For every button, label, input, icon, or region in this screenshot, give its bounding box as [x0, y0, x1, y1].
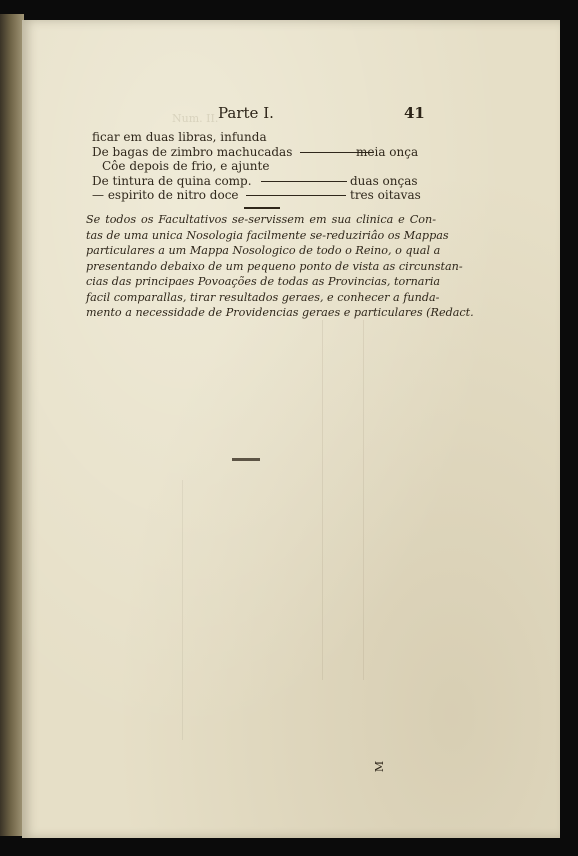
recipe-line: [92, 174, 432, 189]
recipe-line-text: ficar em duas libras, infunda: [92, 130, 267, 144]
note-line: presentando debaixo de um pequeno ponto de vista as circunstan-: [86, 259, 463, 273]
leader-dash: [261, 181, 347, 182]
recipe-block: [92, 130, 432, 203]
recipe-amount: tres oitavas: [350, 188, 421, 202]
editorial-note: [86, 212, 474, 321]
bleed-through-table-2: [182, 480, 223, 740]
recipe-amount: duas onças: [350, 173, 418, 188]
note-line: tas de uma unica Nosologia facilmente se-reduziriâo os Mappas: [86, 228, 449, 242]
recipe-amount: meia onça: [356, 144, 419, 159]
recipe-line-text: Côe depois de frio, e ajunte: [102, 159, 270, 173]
bleed-through-text: Num. II.: [172, 112, 219, 125]
signature-mark: M: [373, 760, 387, 773]
note-line: mento a necessidade de Providencias geraes e particulares (Redact.: [86, 306, 474, 319]
recipe-line-text: De bagas de zimbro machucadas: [92, 144, 293, 159]
recipe-line-text: — espirito de nitro doce: [92, 188, 239, 202]
recipe-line: [92, 145, 432, 160]
leader-dash: [246, 195, 346, 196]
note-line: facil comparallas, tirar resultados geraes, e conhecer a funda-: [86, 290, 440, 304]
recipe-line-text: De tintura de quina comp.: [92, 173, 252, 188]
note-line: cias das principaes Povoações de todas as Provincias, tornaria: [86, 275, 441, 288]
recipe-line: [92, 159, 432, 174]
running-header: Parte I.: [218, 104, 274, 122]
section-divider: [244, 207, 280, 209]
bleed-through-table: [322, 320, 364, 680]
ornamental-rule: [232, 458, 260, 461]
recipe-line: [92, 188, 432, 203]
recipe-line: [92, 130, 432, 145]
page-number: 41: [404, 104, 425, 122]
book-spine-edge: [0, 14, 24, 836]
note-line: particulares a um Mappa Nosologico de todo o Reino, o qual a: [86, 244, 441, 257]
note-line: Se todos os Facultativos se-servissem em sua clinica e Con-: [86, 213, 436, 226]
